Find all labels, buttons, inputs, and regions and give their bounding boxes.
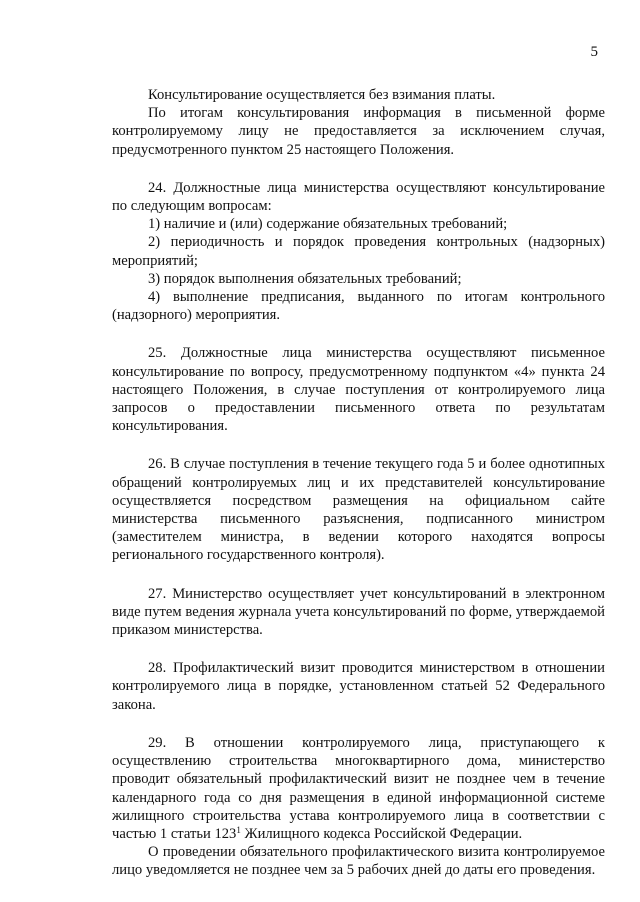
page-number: 5 — [590, 44, 598, 60]
paragraph-29-text-end: Жилищного кодекса Российской Федерации. — [240, 825, 523, 842]
paragraph-26: 26. В случае поступления в течение текущего года 5 и более однотипных обращений контролируемых лиц и их представителей консультирование осуществляется посредством размещения на официальном сайте министерства письменного разъяснения, подписанного министром (заместителем министра, в ведении которого находятся вопросы регионального государственного контроля). — [112, 456, 605, 564]
paragraph-24-item-4: 4) выполнение предписания, выданного по итогам контрольного (надзорного) мероприятия. — [112, 289, 605, 324]
paragraph-29-superscript: 1 — [236, 824, 241, 835]
paragraph-28: 28. Профилактический визит проводится министерством в отношении контролируемого лица в порядке, установленном статьей 52 Федерального закона. — [112, 660, 605, 713]
paragraph-27: 27. Министерство осуществляет учет консультирований в электронном виде путем ведения журнала учета консультирований по форме, утверждаемой приказом министерства. — [112, 585, 605, 639]
paragraph-24-item-3: 3) порядок выполнения обязательных требований; — [148, 270, 462, 287]
paragraph-29-notification: О проведении обязательного профилактического визита контролируемое лицо уведомляется не позднее чем за 5 рабочих дней до даты его проведения. — [112, 844, 605, 879]
paragraph-consultation-results: По итогам консультирования информация в письменной форме контролируемому лицу не предоставляется за исключением случая, предусмотренного пунктом 25 настоящего Положения. — [112, 105, 605, 158]
paragraph-24-item-2: 2) периодичность и порядок проведения контрольных (надзорных) мероприятий; — [112, 234, 605, 269]
paragraph-25: 25. Должностные лица министерства осуществляют письменное консультирование по вопросу, предусмотренному подпунктом «4» пункта 24 настоящего Положения, в случае поступления от контролируемого лица запросов о предоставлении письменного ответа по результатам консультирования. — [112, 345, 605, 435]
paragraph-24: 24. Должностные лица министерства осуществляют консультирование по следующим вопросам: — [112, 179, 605, 215]
paragraph-consultation-free: Консультирование осуществляется без взимания платы. — [148, 87, 496, 103]
paragraph-29-text: 29. В отношении контролируемого лица, приступающего к осуществлению строительства многоквартирного дома, министерство проводит обязательный профилактический визит не позднее чем в течение календарного года со дня размещения в единой информационной системе жилищного строительства устава контролируемого лица в соответствии с частью 1 статьи 123 — [112, 734, 605, 842]
paragraph-24-item-1: 1) наличие и (или) содержание обязательных требований; — [148, 216, 508, 233]
paragraph-29 — [112, 734, 605, 843]
document-body — [112, 86, 605, 880]
